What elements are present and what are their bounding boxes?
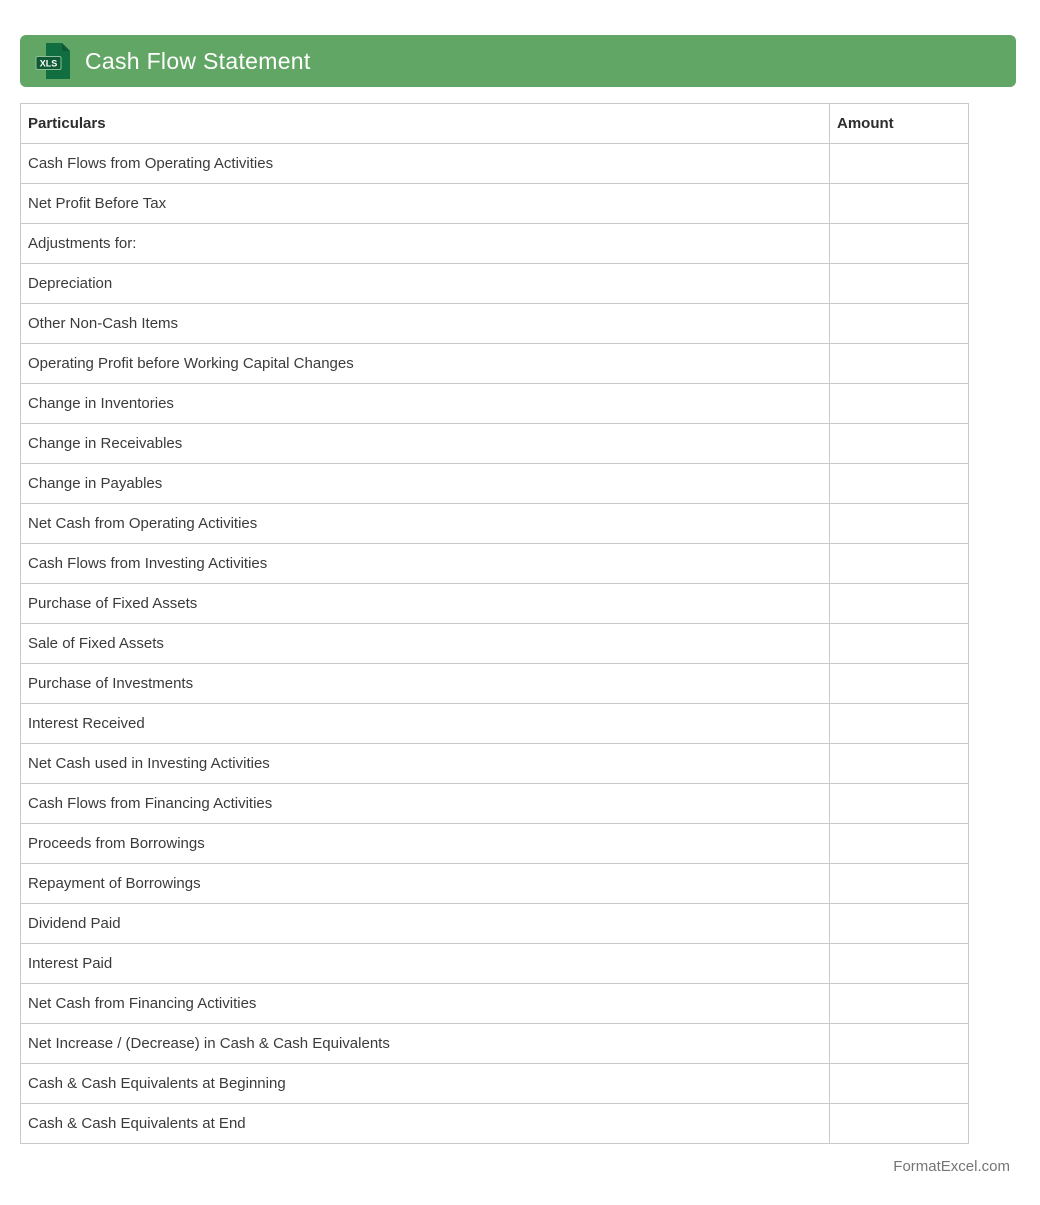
- amount-cell: [830, 904, 969, 944]
- amount-cell: [830, 984, 969, 1024]
- amount-cell: [830, 384, 969, 424]
- particulars-cell: Cash Flows from Financing Activities: [21, 784, 830, 824]
- particulars-cell: Change in Payables: [21, 464, 830, 504]
- amount-cell: [830, 224, 969, 264]
- amount-cell: [830, 944, 969, 984]
- amount-cell: [830, 184, 969, 224]
- particulars-cell: Net Increase / (Decrease) in Cash & Cash Equivalents: [21, 1024, 830, 1064]
- particulars-cell: Operating Profit before Working Capital Changes: [21, 344, 830, 384]
- table-row: [21, 344, 969, 384]
- particulars-cell: Sale of Fixed Assets: [21, 624, 830, 664]
- particulars-cell: Purchase of Investments: [21, 664, 830, 704]
- table-row: [21, 464, 969, 504]
- amount-cell: [830, 1024, 969, 1064]
- particulars-cell: Net Cash from Operating Activities: [21, 504, 830, 544]
- amount-cell: [830, 784, 969, 824]
- table-row: [21, 424, 969, 464]
- particulars-cell: Cash Flows from Investing Activities: [21, 544, 830, 584]
- amount-cell: [830, 264, 969, 304]
- particulars-cell: Change in Receivables: [21, 424, 830, 464]
- table-row: [21, 384, 969, 424]
- amount-cell: [830, 304, 969, 344]
- footer-credit: FormatExcel.com: [893, 1158, 1010, 1175]
- amount-cell: [830, 864, 969, 904]
- column-header-amount: Amount: [830, 104, 969, 144]
- table-row: [21, 144, 969, 184]
- particulars-cell: Depreciation: [21, 264, 830, 304]
- table-row: [21, 704, 969, 744]
- table-row: [21, 544, 969, 584]
- particulars-cell: Net Profit Before Tax: [21, 184, 830, 224]
- table-row: [21, 744, 969, 784]
- table-row: [21, 624, 969, 664]
- particulars-cell: Proceeds from Borrowings: [21, 824, 830, 864]
- amount-cell: [830, 504, 969, 544]
- amount-cell: [830, 1064, 969, 1104]
- particulars-cell: Cash & Cash Equivalents at Beginning: [21, 1064, 830, 1104]
- particulars-cell: Interest Paid: [21, 944, 830, 984]
- amount-cell: [830, 744, 969, 784]
- table-row: [21, 584, 969, 624]
- table-row: [21, 184, 969, 224]
- table-row: [21, 304, 969, 344]
- table-row: [21, 264, 969, 304]
- cash-flow-table: [20, 103, 969, 1144]
- table-row: [21, 784, 969, 824]
- column-header-particulars: Particulars: [21, 104, 830, 144]
- xls-file-icon: [35, 42, 72, 80]
- table-row: [21, 864, 969, 904]
- table-row: [21, 664, 969, 704]
- table-row: [21, 224, 969, 264]
- particulars-cell: Cash & Cash Equivalents at End: [21, 1104, 830, 1144]
- particulars-cell: Net Cash from Financing Activities: [21, 984, 830, 1024]
- amount-cell: [830, 624, 969, 664]
- particulars-cell: Dividend Paid: [21, 904, 830, 944]
- particulars-cell: Other Non-Cash Items: [21, 304, 830, 344]
- amount-cell: [830, 1104, 969, 1144]
- page-title: Cash Flow Statement: [85, 47, 311, 74]
- table-row: [21, 984, 969, 1024]
- particulars-cell: Interest Received: [21, 704, 830, 744]
- particulars-cell: Adjustments for:: [21, 224, 830, 264]
- particulars-cell: Change in Inventories: [21, 384, 830, 424]
- amount-cell: [830, 464, 969, 504]
- table-row: [21, 824, 969, 864]
- particulars-cell: Repayment of Borrowings: [21, 864, 830, 904]
- particulars-cell: Net Cash used in Investing Activities: [21, 744, 830, 784]
- table-row: [21, 944, 969, 984]
- header-bar: [20, 35, 1016, 87]
- table-row: [21, 1104, 969, 1144]
- table-header-row: [21, 104, 969, 144]
- amount-cell: [830, 544, 969, 584]
- amount-cell: [830, 824, 969, 864]
- particulars-cell: Cash Flows from Operating Activities: [21, 144, 830, 184]
- table-row: [21, 904, 969, 944]
- amount-cell: [830, 144, 969, 184]
- amount-cell: [830, 664, 969, 704]
- particulars-cell: Purchase of Fixed Assets: [21, 584, 830, 624]
- amount-cell: [830, 704, 969, 744]
- table-row: [21, 1024, 969, 1064]
- svg-text:XLS: XLS: [39, 58, 58, 69]
- table-row: [21, 504, 969, 544]
- table-row: [21, 1064, 969, 1104]
- amount-cell: [830, 424, 969, 464]
- amount-cell: [830, 584, 969, 624]
- amount-cell: [830, 344, 969, 384]
